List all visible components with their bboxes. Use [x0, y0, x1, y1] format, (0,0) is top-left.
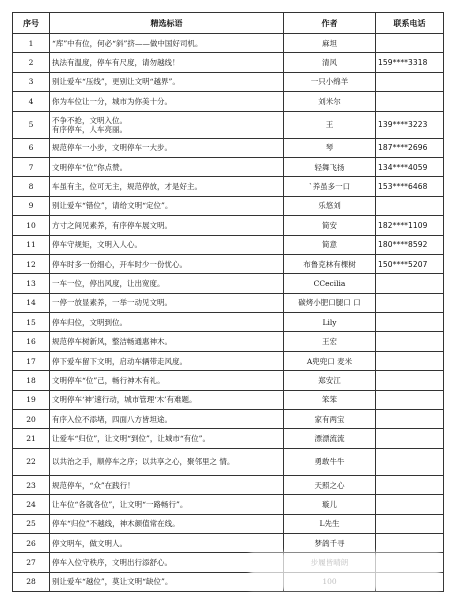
row-author: 碳烤小肥口腿口 口 [284, 293, 376, 312]
row-index: 18 [13, 371, 50, 390]
header-row [13, 13, 444, 34]
row-author: 璇儿 [284, 495, 376, 514]
row-index: 3 [13, 72, 50, 91]
row-author: 一只小绵羊 [284, 72, 376, 91]
row-phone [376, 390, 444, 409]
row-index: 9 [13, 196, 50, 215]
row-phone: 139****3223 [376, 111, 444, 138]
row-author: 郑安江 [284, 371, 376, 390]
row-index: 19 [13, 390, 50, 409]
row-author: L先生 [284, 514, 376, 533]
table-row [13, 495, 444, 514]
row-index: 15 [13, 313, 50, 332]
row-phone: 182****1109 [376, 216, 444, 235]
table-row [13, 235, 444, 254]
row-slogan: 文明停车“位”己，畅行神木有礼。 [50, 371, 284, 390]
row-index: 24 [13, 495, 50, 514]
row-author: 清风 [284, 53, 376, 72]
row-phone [376, 371, 444, 390]
table-row [13, 34, 444, 53]
row-slogan: 你为车位让一分，城市为你美十分。 [50, 92, 284, 111]
row-slogan: 让爱车“归位”，让文明“到位”，让城市“有位”。 [50, 429, 284, 448]
row-slogan: 不争不抢，文明入位。 有序停车，人车亮丽。 [50, 111, 284, 138]
row-author: 王 [284, 111, 376, 138]
header-slogan: 精选标语 [50, 13, 284, 34]
row-phone [376, 332, 444, 351]
table-row [13, 72, 444, 91]
row-index: 12 [13, 254, 50, 273]
row-phone [376, 92, 444, 111]
table-row [13, 196, 444, 215]
row-slogan: 一停一放显素养，一举一动见文明。 [50, 293, 284, 312]
row-author: 笨笨 [284, 390, 376, 409]
row-phone [376, 429, 444, 448]
row-author: 乐悠刘 [284, 196, 376, 215]
row-index: 8 [13, 177, 50, 196]
row-slogan: 别让爱车“错位”，请给文明“定位”。 [50, 196, 284, 215]
row-phone [376, 448, 444, 475]
row-index: 13 [13, 274, 50, 293]
row-slogan: 执法有温度，停车有尺度，请勿越线！ [50, 53, 284, 72]
row-author: 琴 [284, 138, 376, 157]
row-index: 4 [13, 92, 50, 111]
row-slogan: 停车入位守秩序，文明出行添舒心。 [50, 553, 284, 572]
row-slogan: 停车“归位”不越线，神木颜值常在线。 [50, 514, 284, 533]
row-index: 5 [13, 111, 50, 138]
row-slogan: 文明停车‘神’速行动，城市管理‘木’有难题。 [50, 390, 284, 409]
row-index: 20 [13, 410, 50, 429]
table-row [13, 254, 444, 273]
row-phone: 134****4059 [376, 157, 444, 176]
table-row [13, 390, 444, 409]
row-slogan: 停车守规矩，文明入人心。 [50, 235, 284, 254]
row-slogan: 停文明车，做文明人。 [50, 533, 284, 552]
row-phone: 150****5207 [376, 254, 444, 273]
row-author: 王宏 [284, 332, 376, 351]
table-row [13, 216, 444, 235]
row-phone [376, 410, 444, 429]
row-index: 16 [13, 332, 50, 351]
table-row [13, 177, 444, 196]
row-index: 22 [13, 448, 50, 475]
row-slogan: 让车位“各就各位”，让文明“一路畅行”。 [50, 495, 284, 514]
table-row [13, 53, 444, 72]
row-author: A兜兜口 麦米 [284, 351, 376, 370]
row-phone [376, 274, 444, 293]
table-row [13, 448, 444, 475]
table-row [13, 92, 444, 111]
row-author: 麻坦 [284, 34, 376, 53]
row-slogan: “库”中有位，何必“斜”挤——做中国好司机。 [50, 34, 284, 53]
table-row [13, 533, 444, 552]
row-phone [376, 475, 444, 494]
table-row [13, 429, 444, 448]
table-row [13, 274, 444, 293]
row-slogan: 有序入位不添堵，四面八方皆坦途。 [50, 410, 284, 429]
table-row [13, 410, 444, 429]
row-phone [376, 293, 444, 312]
row-author: 刘米尔 [284, 92, 376, 111]
row-slogan: 规范停车一小步，文明停车一大步。 [50, 138, 284, 157]
row-slogan: 别让爱车“压线”，更别让文明“越界”。 [50, 72, 284, 91]
row-phone [376, 495, 444, 514]
row-phone [376, 351, 444, 370]
row-index: 7 [13, 157, 50, 176]
row-phone [376, 533, 444, 552]
table-row [13, 371, 444, 390]
table-body [13, 34, 444, 592]
row-phone [376, 514, 444, 533]
blur-overlay [250, 552, 440, 590]
table-row [13, 111, 444, 138]
row-author: 简意 [284, 235, 376, 254]
row-author: Lily [284, 313, 376, 332]
row-phone [376, 313, 444, 332]
row-phone: 180****8592 [376, 235, 444, 254]
row-phone: 159****3318 [376, 53, 444, 72]
row-author: 天照之心 [284, 475, 376, 494]
row-slogan: 车虽有主，位可无主，规范停放，才是好主。 [50, 177, 284, 196]
row-slogan: 停下爱车留下文明，启动车辆带走风度。 [50, 351, 284, 370]
row-slogan: 别让爱车“越位”，莫让文明“缺位”。 [50, 572, 284, 591]
row-index: 6 [13, 138, 50, 157]
row-author: 简安 [284, 216, 376, 235]
header-author: 作者 [284, 13, 376, 34]
row-index: 28 [13, 572, 50, 591]
row-phone: 153****6468 [376, 177, 444, 196]
table-row [13, 293, 444, 312]
row-phone: 187****2696 [376, 138, 444, 157]
table-row [13, 514, 444, 533]
row-index: 11 [13, 235, 50, 254]
row-author: 家有两宝 [284, 410, 376, 429]
row-slogan: 以共治之手，顺停车之序；以共享之心，聚邻里之 情。 [50, 448, 284, 475]
row-index: 21 [13, 429, 50, 448]
row-index: 14 [13, 293, 50, 312]
row-index: 1 [13, 34, 50, 53]
row-author: CCecilia [284, 274, 376, 293]
table-row [13, 475, 444, 494]
row-phone [376, 72, 444, 91]
row-author: 轻舞飞扬 [284, 157, 376, 176]
row-author: 梦鸽千寻 [284, 533, 376, 552]
row-index: 23 [13, 475, 50, 494]
table-row [13, 332, 444, 351]
row-phone [376, 34, 444, 53]
row-phone [376, 196, 444, 215]
row-slogan: 文明停车“位”你点赞。 [50, 157, 284, 176]
row-index: 10 [13, 216, 50, 235]
row-index: 26 [13, 533, 50, 552]
row-slogan: 停车时多一份细心，开车时少一份忧心。 [50, 254, 284, 273]
row-slogan: 一车一位，停出风度，让出宽度。 [50, 274, 284, 293]
table-row [13, 157, 444, 176]
header-index: 序号 [13, 13, 50, 34]
header-phone: 联系电话 [376, 13, 444, 34]
slogan-table [12, 12, 444, 592]
table-row [13, 138, 444, 157]
row-index: 27 [13, 553, 50, 572]
row-slogan: 规范停车，“众”在践行！ [50, 475, 284, 494]
row-author: 漂漂流流 [284, 429, 376, 448]
row-index: 25 [13, 514, 50, 533]
row-author: `养虽多一口 [284, 177, 376, 196]
row-index: 17 [13, 351, 50, 370]
row-author: 勇敢牛牛 [284, 448, 376, 475]
table-row [13, 313, 444, 332]
row-index: 2 [13, 53, 50, 72]
row-slogan: 方寸之间见素养，有序停车展文明。 [50, 216, 284, 235]
row-author: 布鲁克林有棵树 [284, 254, 376, 273]
row-slogan: 停车归位，文明到位。 [50, 313, 284, 332]
row-slogan: 规范停车树新风，整洁畅通惠神木。 [50, 332, 284, 351]
table-row [13, 351, 444, 370]
